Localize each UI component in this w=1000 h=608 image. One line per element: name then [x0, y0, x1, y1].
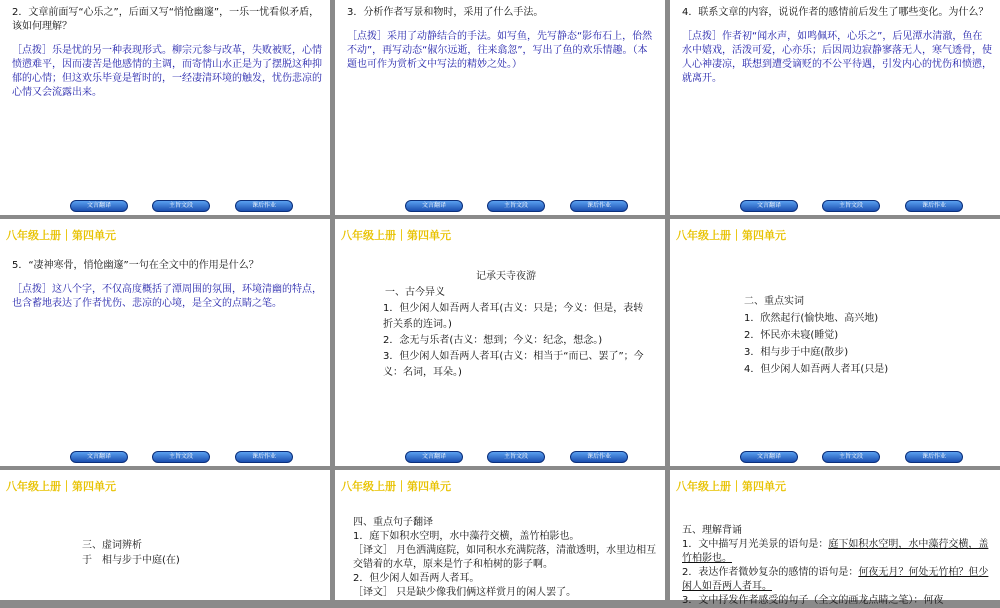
slide-4[interactable] [0, 219, 330, 466]
nav-button-1[interactable]: 文言翻译 [405, 451, 463, 463]
slide-header [0, 470, 330, 500]
nav-button-1[interactable]: 文言翻译 [70, 451, 128, 463]
question-text: 5．“凄神寒骨，悄怆幽邃”一句在全文中的作用是什么？ [12, 260, 259, 271]
item-answer: 庭下如积水空明，水中藻荇交横，盖竹柏影也。 [682, 539, 989, 564]
tip-tag: ［点拨］ [12, 284, 52, 295]
section-heading: 五、理解背诵 [682, 525, 742, 536]
list-item: 4．但少闲人如吾两人者耳(只是) [744, 364, 889, 375]
answer-body: 采用了动静结合的手法。如写鱼，先写静态“影布石上，佁然不动”，再写动态“俶尔远逝，往来翕忽”，写出了鱼的欢乐情趣。（本题也可作为赏析文中写法的精妙之处。） [347, 31, 653, 70]
translation-text: ［译文］ 月色洒满庭院，如同积水充满院落，清澈透明，水里边相互交错着的水草，原来是竹子和柏树的影子啊。 [353, 545, 657, 570]
list-item: 3．但少闲人如吾两人者耳(古义：相当于“而已、罢了”；今义：名词，耳朵。) [383, 351, 644, 378]
lesson-title: 记承天寺夜游 [476, 271, 536, 282]
nav-bar [0, 200, 330, 212]
list-item: 1．欣然起行(愉快地、高兴地) [744, 313, 879, 324]
nav-bar [335, 451, 665, 463]
question-text: 4．联系文章的内容，说说作者的感情前后发生了哪些变化。为什么？ [682, 7, 989, 18]
answer-text [12, 44, 322, 100]
slide-header [670, 470, 1000, 500]
question-text: 2．文章前面写“心乐之”，后面又写“悄怆幽邃”，一乐一忧看似矛盾，该如何理解？ [12, 7, 320, 32]
list-item: 1．但少闲人如吾两人者耳(古义：只是；今义：但是，表转折关系的连词。) [383, 303, 644, 330]
unit-label: 八年级上册｜第四单元 [6, 480, 116, 493]
nav-button-2[interactable]: 主旨文段 [152, 200, 210, 212]
nav-button-2[interactable]: 主旨文段 [152, 451, 210, 463]
slide-3[interactable] [670, 0, 1000, 215]
list-item: 2．但少闲人如吾两人者耳。 [353, 573, 480, 584]
nav-bar [670, 200, 1000, 212]
nav-button-3[interactable]: 课后作业 [235, 451, 293, 463]
tip-tag: ［点拨］ [682, 31, 722, 42]
translation-text: ［译文］ 只是缺少像我们俩这样赏月的闲人罢了。 [353, 587, 577, 598]
nav-bar [335, 200, 665, 212]
nav-button-3[interactable]: 课后作业 [905, 451, 963, 463]
nav-button-1[interactable]: 文言翻译 [70, 200, 128, 212]
nav-button-2[interactable]: 主旨文段 [487, 200, 545, 212]
list-item: 2．怀民亦未寝(睡觉) [744, 330, 839, 341]
list-item [682, 566, 992, 594]
nav-button-3[interactable]: 课后作业 [570, 200, 628, 212]
item-prompt: 1．文中描写月光美景的语句是： [682, 539, 829, 550]
nav-button-2[interactable]: 主旨文段 [822, 451, 880, 463]
unit-label: 八年级上册｜第四单元 [676, 480, 786, 493]
tip-tag: ［点拨］ [347, 31, 387, 42]
answer-text [347, 30, 657, 72]
nav-button-1[interactable]: 文言翻译 [740, 200, 798, 212]
unit-label: 八年级上册｜第四单元 [341, 229, 451, 242]
question-text: 3．分析作者写景和物时，采用了什么手法。 [347, 7, 544, 18]
slide-8[interactable] [335, 470, 665, 600]
answer-body: 乐是忧的另一种表现形式。柳宗元参与改革，失败被贬，心情愤懑难平，因而凄苦是他感情的主调，而寄情山水正是为了摆脱这种抑郁的心情；但这欢乐毕竟是暂时的，一经凄清环境的触发，忧伤悲凉的心情又会流露出来。 [12, 45, 322, 98]
nav-button-2[interactable]: 主旨文段 [822, 200, 880, 212]
slide-1[interactable] [0, 0, 330, 215]
section-heading: 一、古今异义 [385, 287, 445, 298]
slide-header [670, 219, 1000, 249]
nav-bar [670, 451, 1000, 463]
list-item: 于 相与步于中庭(在) [82, 555, 180, 566]
slide-9[interactable] [670, 470, 1000, 606]
slide-header [0, 219, 330, 249]
nav-button-1[interactable]: 文言翻译 [740, 451, 798, 463]
slide-5[interactable] [335, 219, 665, 466]
nav-button-3[interactable]: 课后作业 [235, 200, 293, 212]
nav-button-3[interactable]: 课后作业 [570, 451, 628, 463]
slide-6[interactable] [670, 219, 1000, 466]
unit-label: 八年级上册｜第四单元 [6, 229, 116, 242]
slide-header [335, 219, 665, 249]
slide-header [335, 470, 665, 500]
item-answer: 何夜无月？何处无竹柏？但少闲人如吾两人者耳。 [682, 567, 989, 592]
item-prompt: 2．表达作者微妙复杂的感情的语句是： [682, 567, 859, 578]
unit-label: 八年级上册｜第四单元 [341, 480, 451, 493]
nav-button-1[interactable]: 文言翻译 [405, 200, 463, 212]
answer-body: 作者初“闻水声，如鸣佩环，心乐之”，后见潭水清澈，鱼在水中嬉戏，活泼可爱，心亦乐；后因周边寂静寥落无人，寒气透骨，使人心神凄凉，联想到遭受谪贬的不公平待遇，引发内心的忧伤和愤懑，就离开。 [682, 31, 992, 84]
unit-label: 八年级上册｜第四单元 [676, 229, 786, 242]
list-item: 2．念无与乐者(古义：想到；今义：纪念，想念。) [383, 335, 603, 346]
section-heading: 四、重点句子翻译 [353, 517, 433, 528]
slide-7[interactable] [0, 470, 330, 600]
nav-button-2[interactable]: 主旨文段 [487, 451, 545, 463]
list-item: 1．庭下如积水空明，水中藻荇交横，盖竹柏影也。 [353, 531, 580, 542]
nav-bar [0, 451, 330, 463]
answer-text [12, 283, 322, 311]
section-heading: 三、虚词辨析 [82, 540, 142, 551]
list-item: 3．文中抒发作者感受的句子（全文的画龙点睛之笔）：何夜 [682, 595, 944, 606]
list-item: 3．相与步于中庭(散步) [744, 347, 849, 358]
nav-button-3[interactable]: 课后作业 [905, 200, 963, 212]
answer-text [682, 30, 992, 86]
tip-tag: ［点拨］ [12, 45, 52, 56]
list-item [682, 538, 992, 566]
slide-2[interactable] [335, 0, 665, 215]
answer-body: 这八个字，不仅高度概括了潭周围的氛围，环境清幽的特点，也含蓄地表达了作者忧伤、悲凉的心境，是全文的点睛之笔。 [12, 284, 322, 309]
section-heading: 二、重点实词 [744, 296, 804, 307]
